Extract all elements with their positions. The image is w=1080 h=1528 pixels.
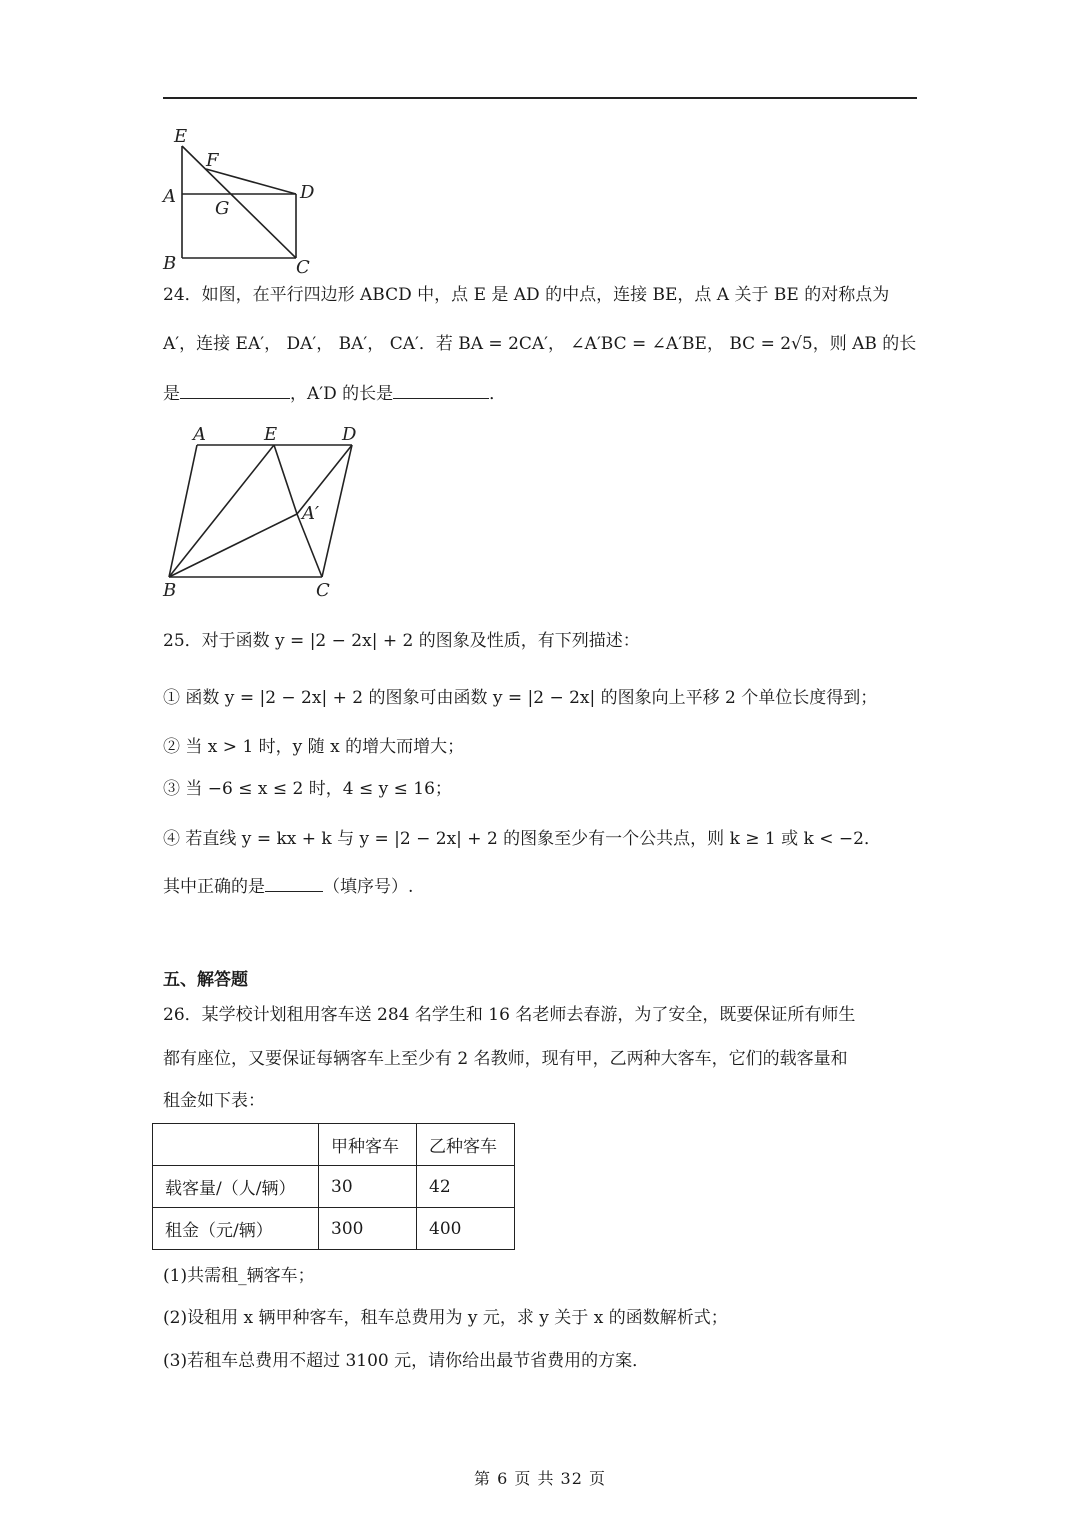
q26-line3: 租金如下表：: [163, 1091, 265, 1111]
q26-sub2: (2)设租用 x 辆甲种客车，租车总费用为 y 元，求 y 关于 x 的函数解析式；: [163, 1308, 728, 1328]
fig1-label-f: F: [206, 150, 219, 171]
answer-blank-ab[interactable]: [180, 380, 290, 399]
table-header-row: [153, 1124, 515, 1166]
q26-line1: 26．某学校计划租用客车送 284 名学生和 16 名老师去春游，为了安全，既要保证所有师生: [163, 1005, 856, 1025]
figure-parallelogram: [160, 420, 380, 600]
fig2-label-c: C: [316, 580, 330, 601]
table-cell: 租金（元/辆）: [153, 1208, 319, 1250]
rental-table: [152, 1123, 515, 1250]
q24-line1: 24．如图，在平行四边形 ABCD 中，点 E 是 AD 的中点，连接 BE，点 A 关于 BE 的对称点为: [163, 285, 890, 305]
section-title: 五、解答题: [163, 970, 248, 990]
table-row: [153, 1208, 515, 1250]
table-header-cell: [153, 1124, 319, 1166]
fig2-label-a: A: [193, 424, 206, 445]
fig1-label-b: B: [163, 253, 177, 274]
fig2-label-b: B: [163, 580, 177, 601]
q25-item2: ② 当 x > 1 时，y 随 x 的增大而增大；: [163, 737, 465, 757]
q25-intro: 25．对于函数 y = |2 − 2x| + 2 的图象及性质，有下列描述：: [163, 631, 640, 651]
page-footer: 第 6 页 共 32 页: [474, 1469, 606, 1488]
fig2-label-d: D: [342, 424, 357, 445]
fig1-label-d: D: [300, 182, 315, 203]
table-cell: 载客量/（人/辆）: [153, 1166, 319, 1208]
q25-item1: ① 函数 y = |2 − 2x| + 2 的图象可由函数 y = |2 − 2x| 的图象向上平移 2 个单位长度得到；: [163, 688, 878, 708]
table-cell: 300: [319, 1208, 417, 1250]
header-rule: [163, 97, 917, 99]
q25-item3: ③ 当 −6 ≤ x ≤ 2 时，4 ≤ y ≤ 16；: [163, 779, 452, 799]
q26-sub1: (1)共需租_辆客车；: [163, 1266, 315, 1286]
fig1-label-g: G: [215, 198, 230, 219]
table-row: [153, 1166, 515, 1208]
answer-blank-a-prime-d[interactable]: [393, 380, 489, 399]
q25-answer-prefix: 其中正确的是: [163, 877, 265, 897]
table-cell: 42: [417, 1166, 515, 1208]
q24-line3-part3: ．: [489, 384, 507, 404]
q24-line3: [163, 380, 506, 408]
q24-line2: A′，连接 EA′， DA′， BA′， CA′．若 BA = 2CA′， ∠A′BC = ∠A′BE， BC = 2√5，则 AB 的长: [163, 334, 917, 354]
q24-line3-part2: ，A′D 的长是: [290, 384, 394, 404]
q26-line2: 都有座位，又要保证每辆客车上至少有 2 名教师，现有甲，乙两种大客车，它们的载客量和: [163, 1049, 848, 1069]
fig2-label-a-prime: A′: [302, 503, 320, 524]
table-header-cell: 乙种客车: [417, 1124, 515, 1166]
answer-blank-q25[interactable]: [265, 873, 323, 892]
table-header-cell: 甲种客车: [319, 1124, 417, 1166]
q25-answer-line: [163, 873, 413, 901]
fig1-label-e: E: [174, 126, 188, 147]
q26-sub3: (3)若租车总费用不超过 3100 元，请你给出最节省费用的方案．: [163, 1351, 650, 1371]
table-cell: 400: [417, 1208, 515, 1250]
q25-answer-suffix: （填序号）.: [323, 877, 414, 897]
fig2-label-e: E: [264, 424, 278, 445]
q24-line3-part1: 是: [163, 384, 180, 404]
fig1-label-a: A: [163, 186, 176, 207]
table-cell: 30: [319, 1166, 417, 1208]
fig1-label-c: C: [296, 257, 310, 278]
q25-item4: ④ 若直线 y = kx + k 与 y = |2 − 2x| + 2 的图象至少有一个公共点，则 k ≥ 1 或 k < −2．: [163, 829, 881, 849]
figure-rectangle-efg: [160, 122, 330, 282]
